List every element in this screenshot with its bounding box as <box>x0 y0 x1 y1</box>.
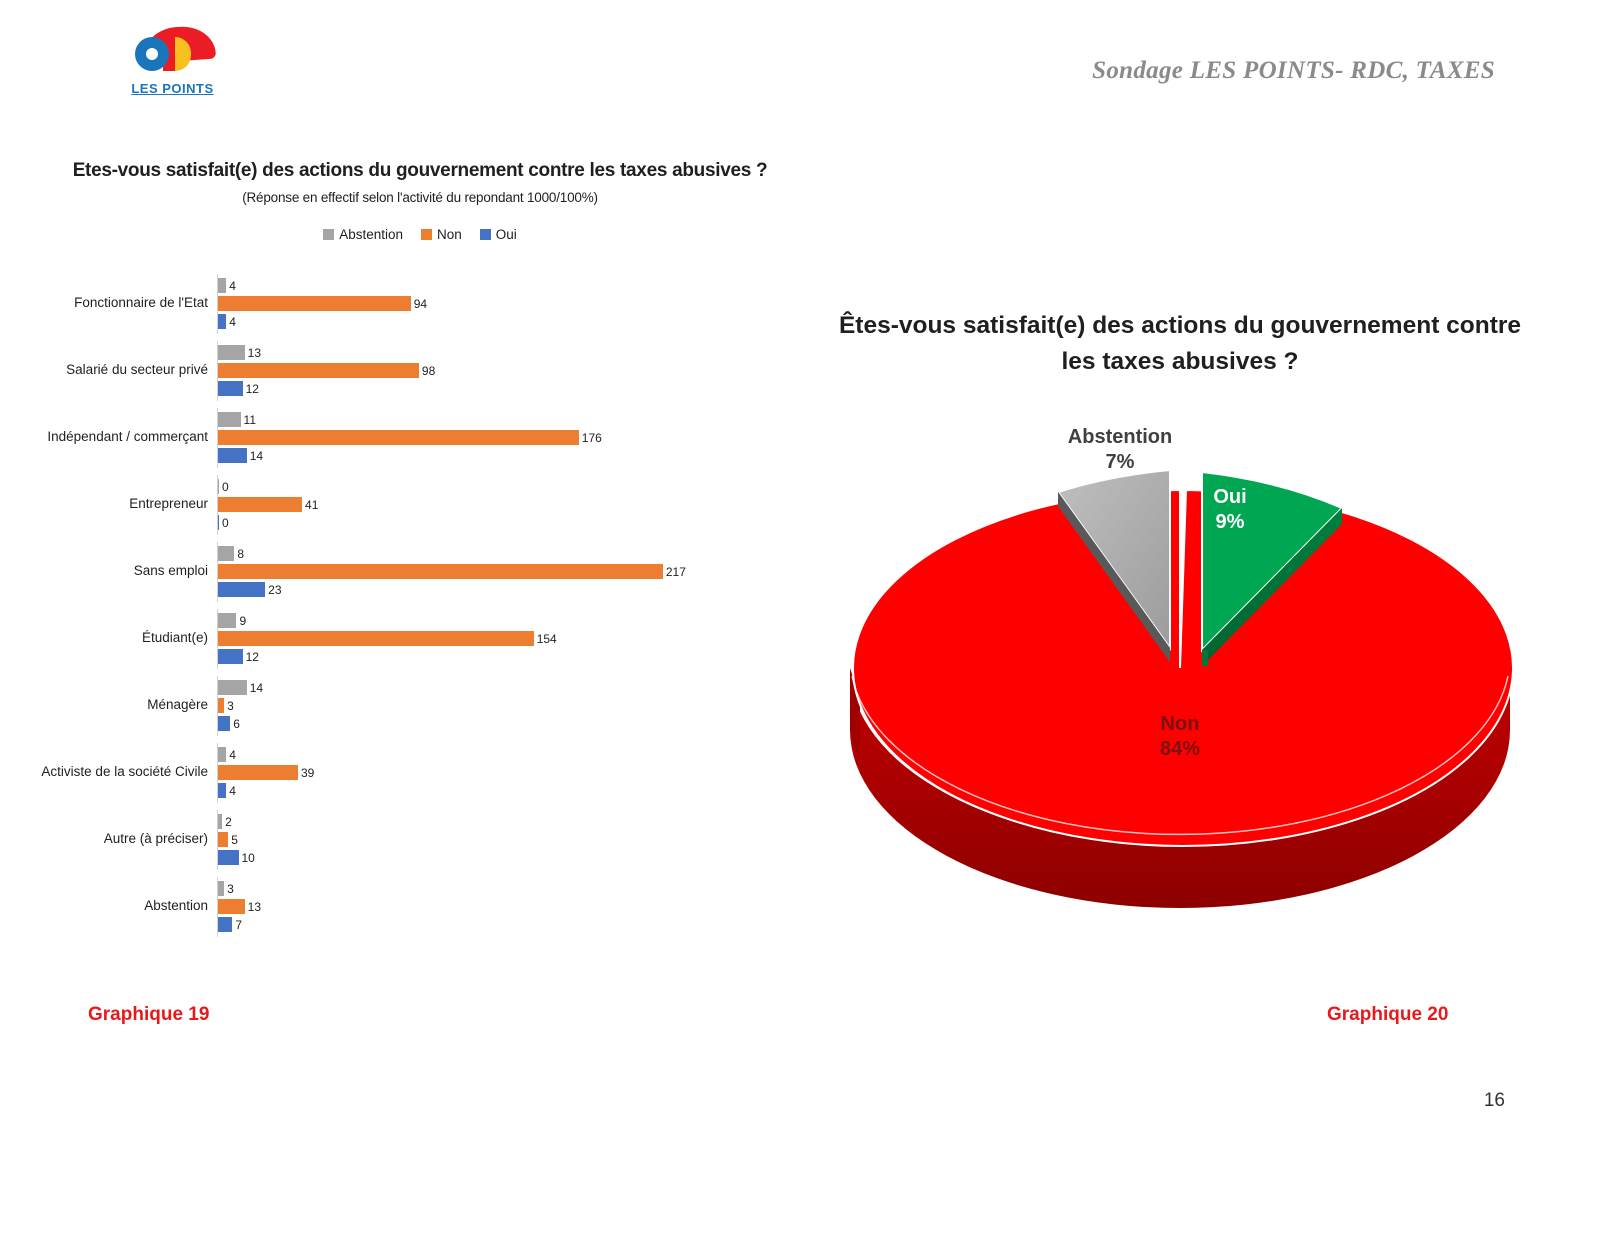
legend-swatch-oui <box>480 229 491 240</box>
bar-value-label: 23 <box>268 582 282 597</box>
logo-text: LES POINTS <box>131 81 214 96</box>
bar-rect <box>218 765 298 780</box>
bar-value-label: 4 <box>229 747 236 762</box>
bar-value-label: 14 <box>249 448 264 463</box>
bar-value-label: 13 <box>247 899 261 914</box>
bar-stack <box>217 609 800 669</box>
bar-row-oui <box>218 649 800 665</box>
bar-value-label: 7 <box>235 917 243 932</box>
legend-item-abstention <box>323 227 403 242</box>
bar-stack <box>217 341 800 401</box>
bar-stack <box>217 542 800 602</box>
bar-rect <box>218 345 245 360</box>
bar-category-label: Fonctionnaire de l'Etat <box>74 295 208 311</box>
bar-value-label: 39 <box>300 765 315 780</box>
legend-label-abstention: Abstention <box>339 227 403 242</box>
bar-category-label: Abstention <box>144 898 208 914</box>
bar-rect <box>218 314 226 329</box>
bar-row-oui <box>218 314 800 330</box>
bar-value-label: 176 <box>581 430 602 445</box>
bar-rect <box>218 278 226 293</box>
bar-value-label: 0 <box>222 479 229 494</box>
bar-rect <box>218 497 302 512</box>
bar-value-label: 154 <box>536 631 557 646</box>
bar-value-label: 4 <box>229 278 236 293</box>
bar-group <box>40 605 800 672</box>
bar-value-label: 41 <box>305 497 319 512</box>
bar-group <box>40 538 800 605</box>
bar-row-non <box>218 899 800 915</box>
bar-value-label: 12 <box>245 381 259 396</box>
pie-label-non <box>1110 712 1250 762</box>
les-points-logo <box>125 25 235 105</box>
bar-rect <box>218 850 239 865</box>
bar-row-oui <box>218 850 800 866</box>
bar-row-abstention <box>218 613 800 629</box>
pie-label-oui-value: 9% <box>1215 511 1245 533</box>
bar-group <box>40 471 800 538</box>
bar-rect <box>218 296 411 311</box>
bar-category-label: Entrepreneur <box>129 496 208 512</box>
legend-label-non: Non <box>437 227 462 242</box>
bar-value-label: 9 <box>239 613 247 628</box>
bar-value-label: 3 <box>227 881 234 896</box>
bar-rect <box>218 649 243 664</box>
bar-row-oui <box>218 448 800 464</box>
bar-rect <box>218 631 534 646</box>
bar-rect <box>218 479 219 494</box>
bar-stack <box>217 475 800 535</box>
bar-row-oui <box>218 917 800 933</box>
bar-rect <box>218 783 226 798</box>
bar-rect <box>218 546 234 561</box>
bar-rect <box>218 564 663 579</box>
caption-graphique-20: Graphique 20 <box>1327 1004 1449 1025</box>
bar-value-label: 3 <box>227 698 234 713</box>
bar-stack <box>217 877 800 937</box>
pie-label-oui-name: Oui <box>1213 486 1247 508</box>
bar-value-label: 12 <box>245 649 259 664</box>
bar-row-non <box>218 363 800 379</box>
page-header-title: Sondage LES POINTS- RDC, TAXES <box>1092 57 1495 84</box>
bar-value-label: 11 <box>243 412 257 427</box>
bar-group <box>40 404 800 471</box>
bar-stack <box>217 676 800 736</box>
bar-rect <box>218 881 224 896</box>
logo-mark <box>125 25 220 77</box>
bar-rect <box>218 412 241 427</box>
pie-label-abstention-value: 7% <box>1105 451 1135 473</box>
bar-row-oui <box>218 582 800 598</box>
logo-blue-circle-icon <box>135 37 169 71</box>
bar-rect <box>218 430 579 445</box>
legend-item-non <box>421 227 462 242</box>
bar-rect <box>218 448 247 463</box>
bar-rect <box>218 363 419 378</box>
pie-slice-non <box>850 490 1513 908</box>
bar-rect <box>218 899 245 914</box>
bar-rect <box>218 832 228 847</box>
bar-group <box>40 672 800 739</box>
bar-category-label: Salarié du secteur privé <box>66 362 208 378</box>
bar-chart-subtitle: (Réponse en effectif selon l'activité du repondant 1000/100%) <box>242 190 598 205</box>
pie-label-abstention <box>1040 425 1200 475</box>
bar-group <box>40 270 800 337</box>
bar-row-non <box>218 698 800 714</box>
pie-label-oui <box>1175 485 1285 535</box>
bar-rect <box>218 680 247 695</box>
pie-label-non-name: Non <box>1160 713 1200 735</box>
bar-row-oui <box>218 783 800 799</box>
bar-value-label: 2 <box>225 814 232 829</box>
bar-rect <box>218 381 243 396</box>
page-number: 16 <box>1483 1090 1505 1111</box>
bar-value-label: 4 <box>229 314 236 329</box>
bar-value-label: 10 <box>241 850 255 865</box>
bar-group <box>40 806 800 873</box>
legend-swatch-non <box>421 229 432 240</box>
pie-chart-graphique-20 <box>830 400 1530 960</box>
bar-value-label: 217 <box>665 564 686 579</box>
pie-label-non-value: 84% <box>1159 738 1201 760</box>
bar-value-label: 6 <box>233 716 240 731</box>
bar-row-non <box>218 631 800 647</box>
bar-value-label: 5 <box>231 832 238 847</box>
bar-chart-title: Etes-vous satisfait(e) des actions du gouvernement contre les taxes abusives ? <box>72 160 768 181</box>
bar-rect <box>218 747 226 762</box>
bar-stack <box>217 408 800 468</box>
bar-value-label: 0 <box>222 515 229 530</box>
bar-row-abstention <box>218 345 800 361</box>
bar-category-label: Étudiant(e) <box>141 630 208 646</box>
bar-group <box>40 739 800 806</box>
bar-row-abstention <box>218 412 800 428</box>
bar-value-label: 8 <box>237 546 245 561</box>
pie-chart-title: Êtes-vous satisfait(e) des actions du gouvernement contre les taxes abusives ? <box>838 312 1522 375</box>
bar-rect <box>218 814 222 829</box>
bar-value-label: 98 <box>421 363 436 378</box>
bar-stack <box>217 810 800 870</box>
bar-category-label: Autre (à préciser) <box>103 831 208 847</box>
bar-row-oui <box>218 515 800 531</box>
pie-label-abstention-name: Abstention <box>1067 426 1173 448</box>
legend-label-oui: Oui <box>495 227 517 242</box>
bar-row-non <box>218 765 800 781</box>
bar-rect <box>218 698 224 713</box>
bar-row-abstention <box>218 479 800 495</box>
pie-chart-svg <box>830 400 1530 960</box>
bar-value-label: 13 <box>247 345 261 360</box>
bar-category-label: Activiste de la société Civile <box>41 764 208 780</box>
bar-chart-graphique-19 <box>40 160 800 990</box>
bar-rect <box>218 716 230 731</box>
bar-chart-legend <box>40 227 800 242</box>
bar-rect <box>218 917 232 932</box>
bar-chart-plot-area <box>40 270 800 940</box>
legend-swatch-abstention <box>323 229 334 240</box>
bar-row-abstention <box>218 747 800 763</box>
bar-row-non <box>218 430 800 446</box>
bar-row-non <box>218 564 800 580</box>
bar-stack <box>217 743 800 803</box>
bar-category-label: Indépendant / commerçant <box>47 429 208 445</box>
bar-row-abstention <box>218 680 800 696</box>
bar-category-label: Ménagère <box>147 697 208 713</box>
bar-row-abstention <box>218 546 800 562</box>
bar-group <box>40 337 800 404</box>
bar-row-non <box>218 296 800 312</box>
bar-rect <box>218 582 265 597</box>
bar-row-non <box>218 497 800 513</box>
bar-rect <box>218 613 236 628</box>
bar-row-abstention <box>218 814 800 830</box>
bar-stack <box>217 274 800 334</box>
bar-row-abstention <box>218 881 800 897</box>
bar-row-non <box>218 832 800 848</box>
bar-value-label: 94 <box>413 296 428 311</box>
bar-group <box>40 873 800 940</box>
bar-row-abstention <box>218 278 800 294</box>
bar-value-label: 14 <box>249 680 264 695</box>
bar-value-label: 4 <box>229 783 236 798</box>
bar-row-oui <box>218 381 800 397</box>
legend-item-oui <box>480 227 517 242</box>
bar-rect <box>218 515 219 530</box>
caption-graphique-19: Graphique 19 <box>88 1004 210 1025</box>
bar-row-oui <box>218 716 800 732</box>
bar-category-label: Sans emploi <box>133 563 208 579</box>
